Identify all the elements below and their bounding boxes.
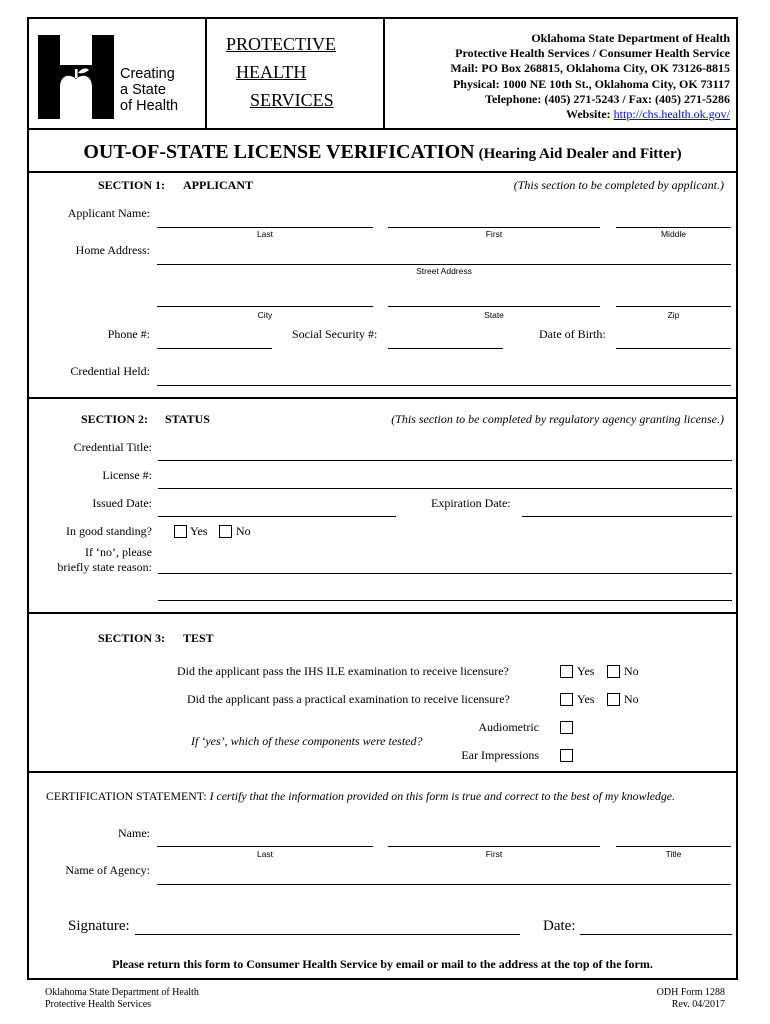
credential-held-field[interactable] — [157, 385, 731, 386]
logo-line-3: of Health — [120, 98, 179, 114]
reason-field-line-2[interactable] — [158, 600, 732, 601]
reason-label-line-2: briefly state reason: — [57, 560, 152, 574]
mail-address: Mail: PO Box 268815, Oklahoma City, OK 73126-8815 — [450, 61, 730, 76]
return-note: Please return this form to Consumer Health Service by email or mail to the address at the top of the form. — [112, 957, 653, 971]
caption-state: State — [484, 310, 504, 320]
reason-field-line-1[interactable] — [158, 573, 732, 574]
certification-statement — [46, 789, 675, 804]
program-title-line-3: SERVICES — [250, 90, 334, 110]
practical-yes-label: Yes — [577, 692, 595, 706]
street-address-field[interactable] — [157, 264, 731, 265]
credential-held-label: Credential Held: — [70, 364, 150, 378]
cert-title-field[interactable] — [616, 846, 731, 847]
good-standing-no-label: No — [236, 524, 251, 538]
section-2-note: (This section to be completed by regulatory agency granting license.) — [391, 412, 724, 426]
section-3-name: TEST — [183, 631, 214, 645]
home-address-label: Home Address: — [75, 243, 150, 257]
practical-no-checkbox[interactable] — [607, 693, 620, 706]
cert-caption-last: Last — [256, 849, 274, 859]
applicant-name-label: Applicant Name: — [67, 206, 150, 220]
section-3-heading: SECTION 3: — [98, 631, 166, 645]
form-title-main: OUT-OF-STATE LICENSE VERIFICATION — [83, 141, 475, 163]
components-prompt: If ‘yes’, which of these components were tested? — [191, 734, 423, 748]
form-revision: Rev. 04/2017 — [671, 999, 725, 1010]
caption-city: City — [257, 310, 273, 320]
cert-date-field[interactable] — [580, 934, 732, 935]
header-divider-2 — [383, 17, 385, 130]
dob-label: Date of Birth: — [539, 327, 606, 341]
section-1-name: APPLICANT — [183, 178, 254, 192]
website-label: Website: — [566, 107, 614, 122]
logo-line-2: a State — [120, 82, 166, 98]
program-title-line-1: PROTECTIVE — [226, 34, 336, 54]
audiometric-label: Audiometric — [478, 720, 539, 734]
city-field[interactable] — [157, 306, 373, 307]
program-title-line-2: HEALTH — [236, 62, 307, 82]
zip-field[interactable] — [616, 306, 731, 307]
ssn-label: Social Security #: — [292, 327, 378, 341]
practical-yes-checkbox[interactable] — [560, 693, 573, 706]
program-title — [226, 30, 336, 114]
credential-title-field[interactable] — [158, 460, 732, 461]
good-standing-no-checkbox[interactable] — [219, 525, 232, 538]
agency-name-field[interactable] — [157, 884, 731, 885]
audiometric-checkbox[interactable] — [560, 721, 573, 734]
caption-zip: Zip — [667, 310, 680, 320]
caption-street-address: Street Address — [416, 266, 472, 276]
footer-department: Oklahoma State Department of Health — [45, 987, 199, 998]
agency-name-label: Name of Agency: — [65, 863, 150, 877]
state-field[interactable] — [388, 306, 600, 307]
reason-label-line-1: If ‘no’, please — [85, 545, 152, 559]
caption-middle: Middle — [660, 229, 687, 239]
section-2-heading: SECTION 2: — [81, 412, 149, 426]
form-title-sub: (Hearing Aid Dealer and Fitter) — [478, 146, 682, 162]
caption-first: First — [485, 229, 503, 239]
phone-field[interactable] — [157, 348, 272, 349]
expiration-date-label: Expiration Date: — [431, 496, 511, 510]
cert-first-name-field[interactable] — [388, 846, 600, 847]
ihs-ile-no-label: No — [624, 664, 639, 678]
issued-date-label: Issued Date: — [92, 496, 152, 510]
license-number-label: License #: — [102, 468, 152, 482]
applicant-middle-name-field[interactable] — [616, 227, 731, 228]
question-ihs-ile: Did the applicant pass the IHS ILE examination to receive licensure? — [177, 664, 509, 678]
logo-line-1: Creating — [120, 66, 175, 82]
cert-last-name-field[interactable] — [157, 846, 373, 847]
practical-no-label: No — [624, 692, 639, 706]
signature-field[interactable] — [135, 934, 520, 935]
certification-label: CERTIFICATION STATEMENT: — [46, 789, 210, 803]
ssn-field[interactable] — [388, 348, 503, 349]
applicant-first-name-field[interactable] — [388, 227, 600, 228]
section-1-note: (This section to be completed by applicant.) — [513, 178, 724, 192]
license-number-field[interactable] — [158, 488, 732, 489]
form-title — [27, 141, 738, 164]
certification-text: I certify that the information provided on this form is true and correct to the best of my knowledge. — [209, 789, 675, 803]
good-standing-yes-checkbox[interactable] — [174, 525, 187, 538]
ear-impressions-label: Ear Impressions — [461, 748, 539, 762]
applicant-last-name-field[interactable] — [157, 227, 373, 228]
website-line — [388, 107, 730, 122]
footer-division: Protective Health Services — [45, 999, 152, 1010]
ihs-ile-yes-label: Yes — [577, 664, 595, 678]
osdh-logo-icon — [38, 35, 114, 119]
physical-address: Physical: 1000 NE 10th St., Oklahoma City, OK 73117 — [452, 76, 730, 91]
footer-right — [657, 987, 725, 1011]
issued-date-field[interactable] — [158, 516, 396, 517]
credential-title-label: Credential Title: — [73, 440, 152, 454]
dob-field[interactable] — [616, 348, 731, 349]
contact-block — [388, 31, 730, 122]
cert-name-label: Name: — [118, 826, 150, 840]
department-name: Oklahoma State Department of Health — [531, 31, 730, 45]
ear-impressions-checkbox[interactable] — [560, 749, 573, 762]
ihs-ile-yes-checkbox[interactable] — [560, 665, 573, 678]
cert-caption-title: Title — [665, 849, 682, 859]
good-standing-label: In good standing? — [66, 524, 152, 538]
division-name: Protective Health Services / Consumer Health Service — [455, 46, 730, 61]
phone-label: Phone #: — [107, 327, 150, 341]
header-divider-1 — [205, 17, 207, 130]
good-standing-yes-label: Yes — [190, 524, 208, 538]
website-link[interactable]: http://chs.health.ok.gov/ — [613, 107, 730, 122]
caption-last: Last — [256, 229, 274, 239]
form-number: ODH Form 1288 — [656, 987, 725, 998]
phone-fax: Telephone: (405) 271-5243 / Fax: (405) 271-5286 — [485, 91, 730, 106]
signature-label: Signature: — [68, 918, 130, 934]
logo-tagline — [120, 66, 178, 114]
cert-date-label: Date: — [543, 918, 576, 934]
cert-caption-first: First — [485, 849, 503, 859]
ihs-ile-no-checkbox[interactable] — [607, 665, 620, 678]
section-2-name: STATUS — [165, 412, 210, 426]
section-1-heading: SECTION 1: — [98, 178, 166, 192]
expiration-date-field[interactable] — [522, 516, 732, 517]
footer-left — [45, 987, 199, 1011]
question-practical: Did the applicant pass a practical examination to receive licensure? — [187, 692, 510, 706]
